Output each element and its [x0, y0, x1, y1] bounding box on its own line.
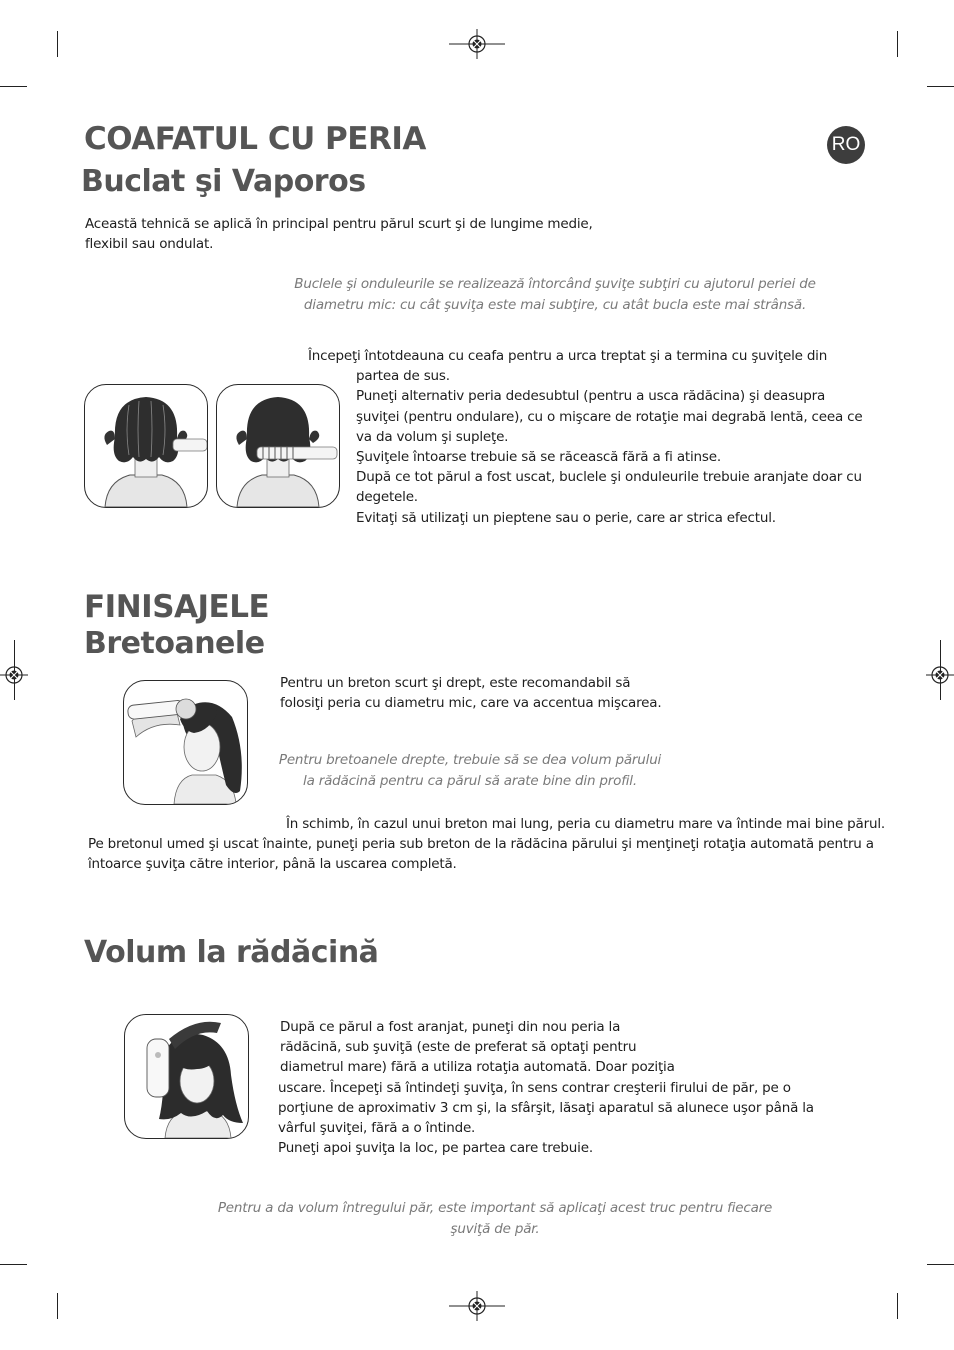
text-line: În schimb, în cazul unui breton mai lung, peria cu diametru mare va întinde mai bine părul. [286, 816, 885, 832]
illustration-root-volume [124, 1014, 249, 1139]
text-line: Evitaţi să utilizaţi un pieptene sau o perie, care ar strica efectul. [356, 509, 776, 526]
text-line: rădăcină, sub şuviţă (este de preferat să optaţi pentru [280, 1039, 637, 1056]
tip-note [260, 274, 850, 315]
intro-paragraph [85, 214, 685, 254]
text-line: partea de sus. [356, 368, 450, 385]
root-volume-text [278, 1017, 878, 1158]
text-line: După ce părul a fost aranjat, puneţi din nou peria la [280, 1019, 621, 1035]
text-line: folosiţi peria cu diametru mic, care va accentua mişcarea. [280, 695, 662, 712]
text-line: la rădăcină pentru ca părul să arate bine din profil. [303, 772, 637, 789]
illustration-curling-back-1 [84, 384, 208, 508]
text-line: Puneţi alternativ peria dedesubtul (pentru a usca rădăcina) şi deasupra [356, 388, 826, 405]
text-line: şuviţei (pentru ondulare), cu o mişcare de rotaţie mai degrabă lentă, ceea ce [356, 408, 863, 425]
text-line: Pentru a da volum întregului păr, este important să aplicaţi acest truc pentru fiecare [217, 1200, 773, 1216]
trim-mark [897, 1293, 898, 1319]
trim-mark [0, 1264, 27, 1265]
registration-mark-icon [0, 660, 28, 690]
text-line: Buclele şi onduleurile se realizează întorcând şuviţe subţiri cu ajutorul periei de [294, 276, 816, 292]
registration-mark-icon [449, 29, 505, 59]
language-badge: RO [827, 126, 865, 164]
illustration-fringe [123, 680, 248, 805]
text-line: porţiune de aproximativ 3 cm şi, la sfârşit, lăsaţi aparatul să alunece uşor până la [278, 1099, 814, 1116]
registration-mark-icon [926, 660, 954, 690]
trim-mark [57, 31, 58, 57]
text-line: şuviţă de păr. [450, 1220, 540, 1237]
text-line: Şuviţele întoarse trebuie să se răcească fără a fi atinse. [356, 449, 721, 466]
text-line: diametrul mare) fără a utiliza rotaţia automată. Doar poziţia [280, 1059, 675, 1076]
registration-mark-icon [449, 1291, 505, 1321]
woman-fringe-icon [124, 681, 247, 804]
section-subtitle-curly: Buclat şi Vaporos [81, 164, 366, 199]
trim-mark [897, 31, 898, 57]
section-title-brush-styling: COAFATUL CU PERIA [84, 121, 426, 157]
fringe-tip-note [260, 750, 680, 791]
text-line: întoarce şuviţa către interior, până la uscarea completă. [88, 856, 457, 873]
text-line: diametru mic: cu cât şuviţa este mai subţire, cu atât bucla este mai strânsă. [303, 296, 807, 313]
fringe-text [280, 673, 880, 713]
text-line: uscare. Începeţi să întindeţi şuviţa, în sens contrar creşterii firului de păr, pe o [278, 1079, 791, 1096]
text-line: va da volum şi supleţe. [356, 428, 509, 445]
text-line: Puneţi apoi şuviţa la loc, pe partea care trebuie. [278, 1140, 593, 1157]
woman-root-volume-icon [125, 1015, 248, 1138]
trim-mark [927, 1264, 954, 1265]
section-title-finishing: FINISAJELE [84, 589, 270, 625]
steps-paragraph [300, 346, 880, 528]
head-back-icon [85, 385, 207, 507]
text-line: Pentru un breton scurt şi drept, este recomandabil să [280, 675, 631, 691]
text-line: După ce tot părul a fost uscat, buclele şi onduleurile trebuie aranjate doar cu [356, 469, 862, 486]
text-line: degetele. [356, 489, 418, 506]
text-line: Începeţi întotdeauna cu ceafa pentru a urca treptat şi a termina cu şuviţele din [308, 348, 828, 364]
section-subtitle-fringes: Bretoanele [84, 626, 265, 661]
text-line: vârful şuviţei, fără a o întinde. [278, 1120, 476, 1137]
text-line: Această tehnică se aplică în principal pentru părul scurt şi de lungime medie, [85, 216, 593, 232]
text-line: Pe bretonul umed şi uscat înainte, puneţi peria sub breton de la rădăcina părului şi menţineţi rotaţia automată pentru a [88, 836, 874, 853]
text-line: Pentru bretoanele drepte, trebuie să se dea volum părului [278, 752, 662, 768]
section-title-root-volume: Volum la rădăcină [84, 935, 379, 970]
text-line: flexibil sau ondulat. [85, 236, 214, 253]
long-fringe-paragraph [86, 814, 886, 875]
trim-mark [57, 1293, 58, 1319]
trim-mark [0, 86, 27, 87]
trim-mark [927, 86, 954, 87]
root-volume-tip-note [200, 1198, 790, 1239]
